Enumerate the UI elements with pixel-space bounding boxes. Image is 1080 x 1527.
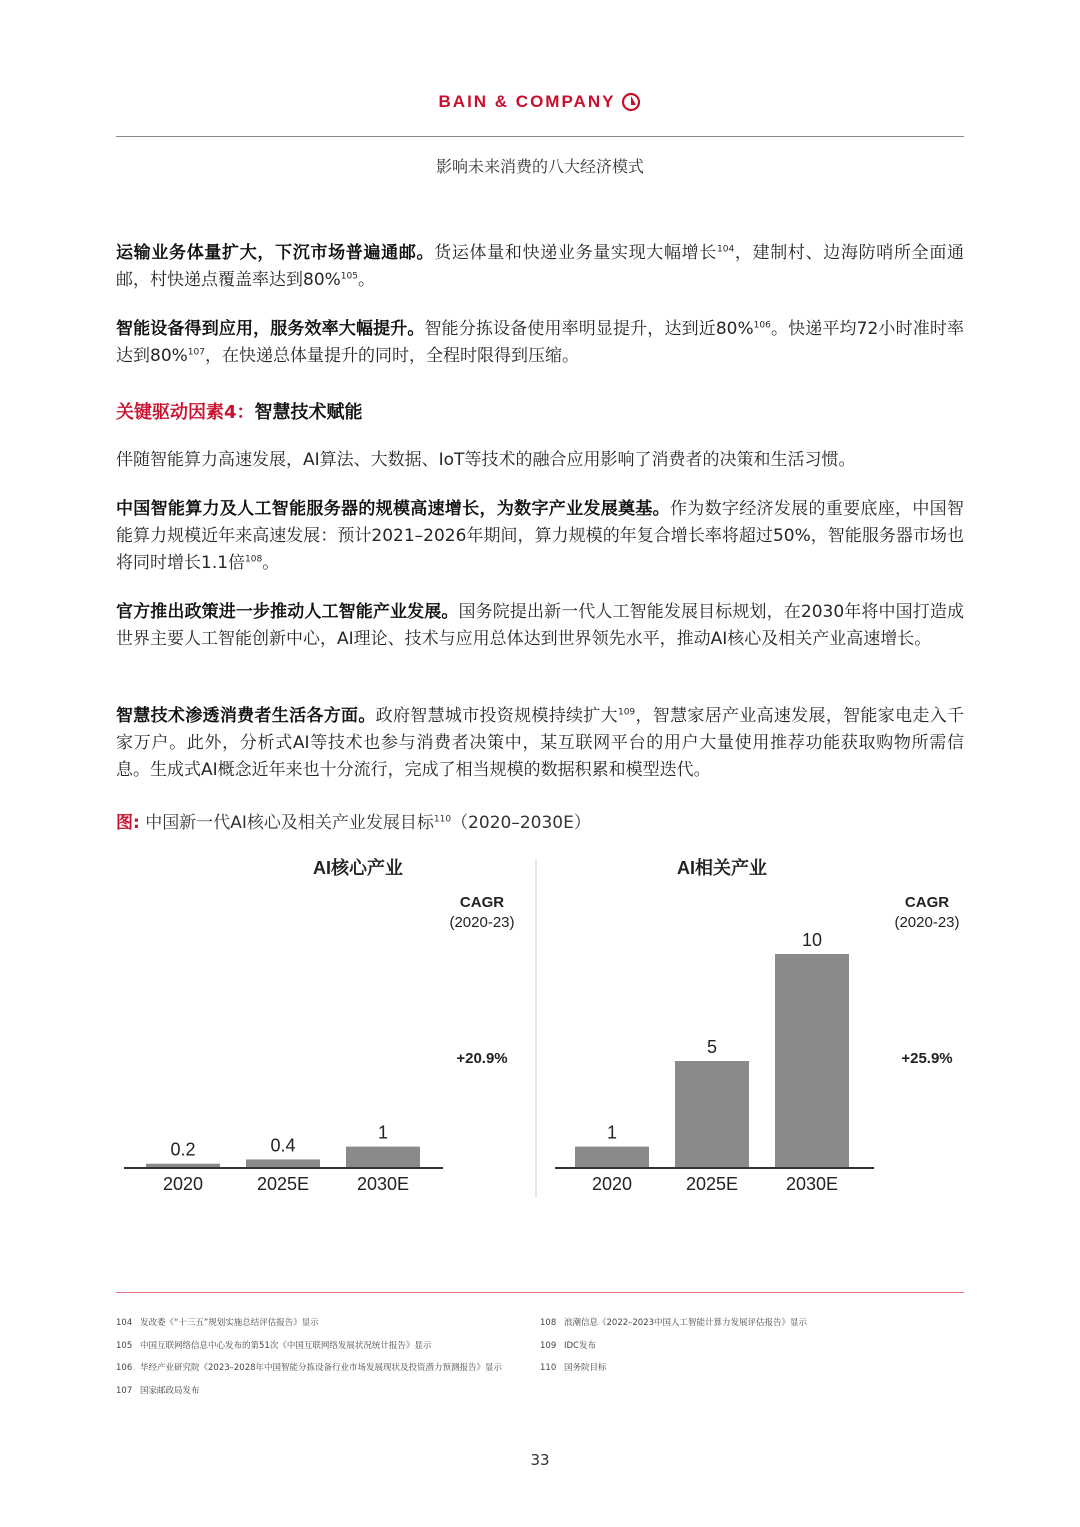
footnote-text: 中国互联网络信息中心发布的第51次《中国互联网络发展状况统计报告》显示 (140, 1340, 432, 1351)
footnote-item (116, 1361, 502, 1373)
section-intro: 伴随智能算力高速发展，AI算法、大数据、IoT等技术的融合应用影响了消费者的决策和生活习惯。 (116, 450, 856, 470)
ai-industry-charts (0, 840, 1080, 1220)
logo-circle-icon (621, 92, 641, 112)
para-text: ，智慧家居产业高速发展，智能家电走入千家万户。此外，分析式AI等技术也参与消费者决策中，某互联网平台的用户大量使用推荐功能获取购物所需信息。生成式AI概念近年来也十分流行，完成了相当规模的数据积累和模型迭代。 (116, 706, 965, 780)
para-lead: 智慧技术渗透消费者生活各方面。 (116, 706, 376, 726)
bar-value-label: 1 (377, 1122, 389, 1143)
paragraph-compute (116, 496, 964, 577)
footnote-ref: 106 (753, 320, 771, 331)
page-number: 33 (530, 1451, 550, 1469)
para-lead: 官方推出政策进一步推动人工智能产业发展。 (116, 602, 459, 622)
paragraph-consumer-life (116, 703, 964, 784)
x-tick-label: 2025E (256, 1174, 310, 1194)
bar-value-label: 0.2 (170, 1139, 196, 1160)
footnote-item (540, 1316, 807, 1328)
para-lead: 智能设备得到应用，服务效率大幅提升。 (116, 319, 425, 339)
bar-value-label: 10 (801, 930, 823, 950)
x-tick-label: 2025E (685, 1174, 739, 1194)
para-lead: 运输业务体量扩大，下沉市场普遍通邮。 (116, 243, 435, 263)
bar-value-label: 1 (606, 1122, 618, 1143)
bar-value-label: 0.4 (270, 1135, 296, 1156)
cagr-period: (2020-23) (449, 914, 515, 931)
para-text: ，建制村、边海防哨所全面通邮，村快递点覆盖率达到80% (116, 243, 965, 290)
footnote-number: 110 (540, 1363, 557, 1373)
footnote-text: 浪潮信息《2022–2023中国人工智能计算力发展评估报告》显示 (564, 1318, 808, 1328)
cagr-value: +25.9% (901, 1050, 953, 1067)
para-text: ，在快递总体量提升的同时，全程时限得到压缩。 (204, 346, 579, 366)
footnote-text: 发改委《“十三五”规划实施总结评估报告》显示 (140, 1318, 319, 1328)
footnote-text: 华经产业研究院《2023–2028年中国智能分拣设备行业市场发展现状及投资潜力预测报告》显示 (140, 1363, 503, 1373)
para-text: 国务院提出新一代人工智能发展目标规划，在2030年将中国打造成世界主要人工智能创新中心，AI理论、技术与应用总体达到世界领先水平，推动AI核心及相关产业高速增长。 (116, 602, 965, 649)
footnote-number: 105 (116, 1340, 133, 1351)
para-text: 。 (357, 270, 375, 290)
bar (346, 1147, 420, 1168)
paragraph-policy (116, 599, 964, 653)
bar-value-label: 5 (706, 1037, 718, 1057)
section-label: 关键驱动因素4： (116, 402, 255, 423)
bar (246, 1159, 320, 1168)
bar (775, 954, 849, 1168)
x-tick-label: 2030E (785, 1174, 839, 1194)
section-title: 智慧技术赋能 (254, 402, 363, 423)
cagr-label: CAGR (459, 894, 505, 911)
footnote-text: 国家邮政局发布 (140, 1385, 200, 1396)
figure-label: 图: (116, 813, 140, 833)
footnote-ref: 110 (433, 814, 452, 825)
footnote-item (116, 1316, 319, 1328)
x-tick-label: 2030E (356, 1174, 410, 1194)
footnote-item (540, 1339, 596, 1351)
footnote-item (116, 1339, 431, 1351)
footnote-ref: 104 (717, 244, 735, 255)
para-text: 。快递平均72小时准时率达到80% (116, 319, 964, 366)
footnote-number: 104 (116, 1318, 133, 1328)
page-subtitle: 影响未来消费的八大经济模式 (435, 157, 644, 176)
section-heading (116, 398, 363, 424)
footnote-divider (116, 1292, 964, 1293)
footnote-text: IDC发布 (564, 1340, 596, 1351)
chart-title: AI核心产业 (313, 858, 403, 878)
cagr-period: (2020-23) (894, 914, 960, 931)
chart-title: AI相关产业 (677, 858, 767, 878)
cagr-value: +20.9% (456, 1050, 508, 1067)
para-text: 。 (262, 553, 280, 573)
x-tick-label: 2020 (591, 1174, 633, 1194)
footnote-number: 109 (540, 1340, 557, 1351)
footnote-ref: 105 (340, 271, 358, 282)
logo-text: BAIN & COMPANY (438, 92, 616, 111)
figure-caption (116, 808, 591, 833)
footnote-number: 106 (116, 1363, 133, 1373)
bar (675, 1061, 749, 1168)
bar (575, 1147, 649, 1168)
x-tick-label: 2020 (162, 1174, 204, 1194)
header-divider (116, 136, 964, 137)
footnote-ref: 107 (187, 347, 205, 358)
paragraph-transport (116, 240, 964, 294)
footnote-item (540, 1361, 607, 1373)
footnote-item (116, 1384, 200, 1396)
para-text: 货运体量和快递业务量实现大幅增长 (434, 243, 718, 263)
figure-range: （2020–2030E） (451, 813, 591, 833)
footnote-ref: 108 (245, 554, 263, 565)
footnote-number: 108 (540, 1318, 557, 1328)
footnote-text: 国务院目标 (564, 1363, 607, 1373)
para-text: 作为数字经济发展的重要底座，中国智能算力规模近年来高速发展：预计2021–2026年期间，算力规模的年复合增长率将超过50%，智能服务器市场也将同时增长1.1倍 (116, 499, 964, 573)
footnote-ref: 109 (617, 707, 636, 718)
para-text: 智能分拣设备使用率明显提升，达到近80% (424, 319, 754, 339)
para-text: 政府智慧城市投资规模持续扩大 (375, 706, 618, 726)
figure-title: 中国新一代AI核心及相关产业发展目标 (145, 813, 434, 833)
footnote-number: 107 (116, 1385, 133, 1396)
cagr-label: CAGR (904, 894, 950, 911)
brand-logo (0, 92, 1080, 112)
paragraph-smart-devices (116, 316, 964, 370)
para-lead: 中国智能算力及人工智能服务器的规模高速增长，为数字产业发展奠基。 (116, 499, 670, 519)
